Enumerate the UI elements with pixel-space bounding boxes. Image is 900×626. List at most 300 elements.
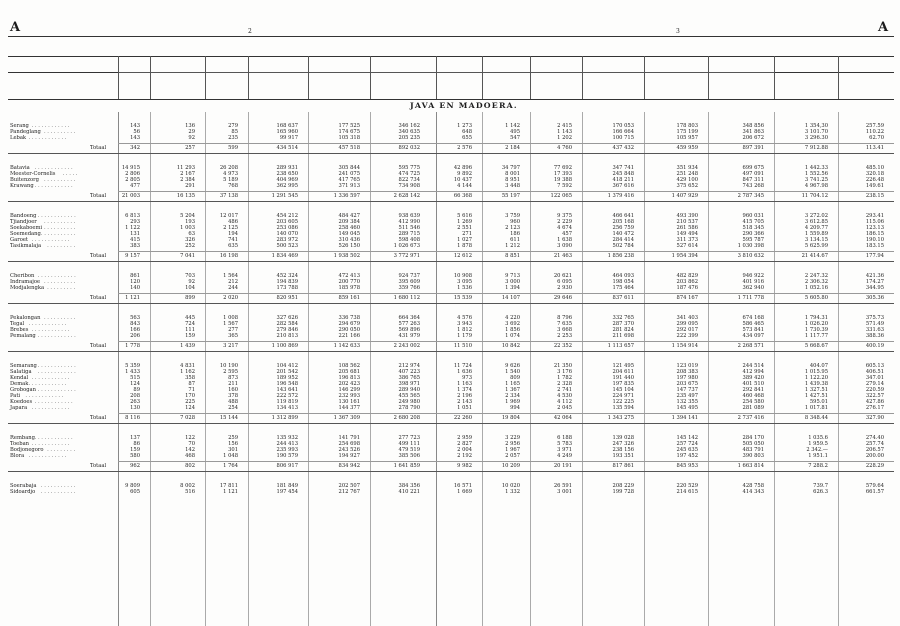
total-cell: 21 463 [553,253,572,259]
total-cell: 42 064 [553,415,572,421]
total-cell: 15 539 [453,295,472,301]
table-cell: 417 765 [338,177,360,183]
table-cell: 210 537 [676,219,698,225]
leader-dots: . . . . . . . . . . . . [31,405,70,411]
table-cell: 177 525 [338,123,360,129]
table-cell: 365 [228,333,238,339]
table-cell: 367 616 [612,183,634,189]
table-cell: 1 427.51 [804,393,828,399]
region-name: Cheribon [10,273,35,279]
column-rule [308,56,309,99]
table-cell: 1 967 [505,447,520,453]
table-cell: 3 692 [505,321,520,327]
leader-dots: . . . . . . . . . . [44,129,76,135]
table-cell: 124 [130,381,140,387]
table-cell: 292 017 [676,327,698,333]
table-cell: 220.59 [865,387,884,393]
table-cell: 1 559.89 [804,231,828,237]
table-cell: 105 318 [338,135,360,141]
table-cell: 431 979 [398,333,420,339]
table-cell: 1 669 [457,489,472,495]
table-cell: 140 472 [612,231,634,237]
total-cell: 1 312 899 [271,415,298,421]
table-cell: 346 162 [398,123,420,129]
total-cell: 2 184 [505,145,520,151]
table-cell: 1 117.77 [804,333,828,339]
table-cell: 1 142 [505,123,520,129]
table-cell: 1 026 673 [393,243,420,249]
column-rule [482,56,483,99]
table-cell: 251 248 [676,171,698,177]
table-cell: 626.3 [813,489,828,495]
table-cell: 201 542 [276,369,298,375]
table-cell: 108 562 [338,363,360,369]
table-cell: 77 692 [553,165,572,171]
region-name: Garoet [10,237,28,243]
table-cell: 143 [130,123,140,129]
table-cell: 378 [228,393,238,399]
total-cell: 817 861 [612,463,634,469]
group-rule [248,72,436,73]
total-cell: 2 628 142 [393,193,420,199]
table-cell: 135 594 [612,405,634,411]
table-cell: 348 856 [742,123,764,129]
table-cell: 278 790 [398,405,420,411]
table-cell: 222 399 [676,333,698,339]
table-cell: 19 388 [553,177,572,183]
table-cell: 2 956 [505,441,520,447]
leader-dots: . . . . . . . . . . [44,279,76,285]
table-cell: 11 293 [176,165,195,171]
total-label: Totaal [90,415,107,421]
table-cell: 674 168 [742,315,764,321]
table-cell: 238 650 [276,171,298,177]
total-cell: 2 737 416 [737,415,764,421]
table-title: JAVA EN MADOERA. [410,101,518,110]
table-cell: 203 605 [276,219,298,225]
region-name: Tegal [10,321,25,327]
total-cell: 238.15 [865,193,884,199]
table-cell: 822 734 [398,177,420,183]
table-cell: 200.00 [865,453,884,459]
total-cell: 437 432 [612,145,634,151]
table-cell: 89 [133,387,140,393]
table-cell: 595.01 [809,399,828,405]
total-label: Totaal [90,343,107,349]
total-cell: 14 107 [501,295,520,301]
table-cell: 332 765 [612,315,634,321]
table-cell: 605 [130,489,140,495]
table-cell: 257.59 [865,123,884,129]
total-cell: 1 121 [125,295,140,301]
total-cell: 11 510 [453,343,472,349]
table-cell: 2 167 [180,171,195,177]
table-cell: 159 [185,333,195,339]
table-cell: 175 199 [676,129,698,135]
table-cell: 208 383 [676,369,698,375]
column-rule [530,56,531,99]
table-cell: 390 803 [742,453,764,459]
table-cell: 635 [228,243,238,249]
leader-dots: . . . . . . . . . . [44,315,76,321]
table-cell: 1 008 [223,315,238,321]
total-cell: 2 787 345 [737,193,764,199]
table-cell: 347.01 [865,375,884,381]
table-cell: 362 995 [276,183,298,189]
table-cell: 359 766 [398,285,420,291]
table-cell: 401 916 [742,279,764,285]
table-cell: 3 943 [457,321,472,327]
table-cell: 455 565 [398,393,420,399]
region-name: Semarang [10,363,37,369]
table-cell: 244 413 [276,441,298,447]
table-cell: 1 017.81 [804,405,828,411]
table-cell: 110.22 [865,129,884,135]
table-cell: 2 229 [557,219,572,225]
table-cell: 421.36 [865,273,884,279]
table-cell: 404 969 [276,177,298,183]
table-cell: 1 564 [223,273,238,279]
table-cell: 734 908 [398,183,420,189]
table-cell: 178 803 [676,123,698,129]
total-cell: 9 157 [125,253,140,259]
table-cell: 486 [228,219,238,225]
table-cell: 208 229 [612,483,634,489]
table-cell: 1 951.1 [808,453,828,459]
table-cell: 1 332 [505,489,520,495]
table-cell: 395 609 [398,279,420,285]
table-cell: 10 020 [501,483,520,489]
table-cell: 140 [130,285,140,291]
table-cell: 134 413 [276,405,298,411]
page-letter-right: A [878,20,889,35]
leader-dots: . . . . . . . . . . . . [31,327,70,333]
table-cell: 254 580 [742,399,764,405]
table-cell: 1 143 [557,129,572,135]
table-cell: 137 [130,435,140,441]
leader-dots: . . . . . . . . . . . . [31,237,70,243]
table-cell: 14 915 [121,165,140,171]
table-cell: 279 [228,123,238,129]
total-cell: 1 834 469 [271,253,298,259]
table-cell: 310 436 [338,237,360,243]
table-cell: 960 [510,219,520,225]
table-cell: 3 101.70 [804,129,828,135]
leader-dots: . . . . . . . . . . . . [31,123,70,129]
table-cell: 9 626 [505,363,520,369]
table-cell: 259 [228,435,238,441]
table-cell: 847 311 [742,177,764,183]
table-cell: 245 635 [676,447,698,453]
table-cell: 445 [185,315,195,321]
table-cell: 466 641 [612,213,634,219]
table-cell: 474 725 [398,171,420,177]
table-cell: 5 783 [557,441,572,447]
table-cell: 527 614 [676,243,698,249]
table-cell: 655 [462,135,472,141]
table-cell: 336 738 [338,315,360,321]
table-cell: 10 437 [453,177,472,183]
table-cell: 204 611 [612,369,634,375]
table-cell: 210 813 [276,333,298,339]
table-cell: 205 168 [612,219,634,225]
table-cell: 235 993 [276,447,298,453]
table-cell: 573 841 [742,327,764,333]
table-cell: 1 273 [457,123,472,129]
total-cell: 1 100 869 [271,343,298,349]
table-cell: 253 086 [276,225,298,231]
total-cell: 874 167 [676,295,698,301]
table-cell: 131 [130,231,140,237]
region-name: Pati [10,393,21,399]
table-cell: 454 212 [276,213,298,219]
total-cell: 899 [185,295,195,301]
total-label: Totaal [90,463,107,469]
total-cell: 2 020 [223,295,238,301]
table-cell: 414 343 [742,489,764,495]
total-cell: 257 [185,145,195,151]
table-cell: 1 636 [457,369,472,375]
table-cell: 222 572 [276,393,298,399]
table-cell: 8 002 [180,483,195,489]
table-cell: 477 [130,183,140,189]
table-cell: 415 [130,237,140,243]
table-cell: 145 495 [676,405,698,411]
section-rule [8,303,894,304]
table-cell: 2 805 [125,177,140,183]
table-cell: 1 567 [223,321,238,327]
table-cell: 9 713 [505,273,520,279]
table-cell: 768 [228,183,238,189]
table-cell: 299 095 [676,321,698,327]
total-cell: 7 028 [180,415,195,421]
table-cell: 3 272.02 [804,213,828,219]
table-cell: 120 [130,279,140,285]
table-cell: 452 324 [276,273,298,279]
region-name: Soerabaja [10,483,37,489]
table-cell: 699 675 [742,165,764,171]
table-cell: 2 253 [557,333,572,339]
table-cell: 142 [185,447,195,453]
leader-dots: . . . . . . . . . . [44,219,76,225]
total-cell: 2 268 571 [737,343,764,349]
total-cell: 5 668.67 [804,343,828,349]
table-cell: 85 [231,129,238,135]
table-cell: 3 759 [505,213,520,219]
region-name: Koedoes [10,399,33,405]
table-cell: 4 967.98 [804,183,828,189]
table-cell: 197 835 [612,381,634,387]
table-cell: 500 523 [276,243,298,249]
total-label: Totaal [90,145,107,151]
table-cell: 595 775 [398,165,420,171]
page-letter-left: A [10,20,21,35]
table-cell: 170 [185,393,195,399]
column-rule [436,56,437,99]
table-cell: 320.18 [865,171,884,177]
total-cell: 342 [130,145,140,151]
table-cell: 1 327.51 [804,387,828,393]
leader-dots: . . . . . . . . . [47,447,76,453]
table-cell: 488 [228,399,238,405]
table-cell: 347 741 [612,165,634,171]
total-cell: 802 [185,463,195,469]
table-cell: 1 121 [223,489,238,495]
table-cell: 243 526 [338,447,360,453]
table-cell: 206 [130,333,140,339]
table-cell: 994 [510,405,520,411]
table-cell: 130 161 [338,399,360,405]
table-cell: 254 698 [338,441,360,447]
total-cell: 9 982 [457,463,472,469]
table-cell: 232 993 [338,393,360,399]
table-cell: 3 090 [557,243,572,249]
table-cell: 404.07 [809,363,828,369]
table-cell: 375 652 [676,183,698,189]
table-cell: 17 393 [553,171,572,177]
total-cell: 1 663 814 [737,463,764,469]
leader-dots: . . . . . . . . . . . . [34,435,73,441]
table-cell: 518 345 [742,225,764,231]
header-rule [8,99,894,100]
total-cell: 1 641 859 [393,463,420,469]
table-cell: 386 765 [398,375,420,381]
total-cell: 892 032 [398,145,420,151]
region-name: Serang [10,123,29,129]
table-cell: 185 978 [338,285,360,291]
table-cell: 4 112 [557,399,572,405]
region-name: Grobogan [10,387,36,393]
region-name: Sidoardjo [10,489,36,495]
table-cell: 495 [510,129,520,135]
region-name: Toeban [10,441,30,447]
table-cell: 187 476 [676,285,698,291]
table-cell: 212 [228,279,238,285]
column-rule [708,56,709,99]
table-cell: 605.13 [865,363,884,369]
table-cell: 190.10 [865,237,884,243]
table-cell: 664 364 [398,315,420,321]
table-cell: 140 070 [276,231,298,237]
table-cell: 2 125 [223,225,238,231]
region-name: Pemalang [10,333,36,339]
table-cell: 20 621 [553,273,572,279]
total-cell: 5 605.80 [804,295,828,301]
total-cell: 1 142 633 [333,343,360,349]
table-cell: 235 497 [676,393,698,399]
leader-dots: . . . . . . . . . . . . [34,165,73,171]
table-cell: 205 235 [398,135,420,141]
table-cell: 42 896 [453,165,472,171]
table-cell: 122 225 [612,399,634,405]
table-cell: 173 788 [276,285,298,291]
table-cell: 2 415 [557,123,572,129]
table-cell: 147 737 [676,387,698,393]
table-cell: 197 980 [676,375,698,381]
column-rule [118,56,119,99]
total-cell: 122 065 [550,193,572,199]
table-cell: 479 519 [398,447,420,453]
table-cell: 166 664 [612,129,634,135]
table-cell: 212 767 [338,489,360,495]
table-cell: 284 414 [612,237,634,243]
table-cell: 485.10 [865,165,884,171]
total-cell: 1 954 394 [671,253,698,259]
table-cell: 341 403 [676,315,698,321]
region-name: Blora [10,453,25,459]
region-name: Buitenzorg [10,177,39,183]
table-cell: 92 [188,279,195,285]
table-cell: 410 221 [398,489,420,495]
table-cell: 401 510 [742,381,764,387]
region-name: Indramajoe [10,279,41,285]
total-rule [118,251,894,252]
table-cell: 1 969 [505,399,520,405]
leader-dots: . . . . . . . . . . [44,225,76,231]
table-cell: 63 [188,231,195,237]
table-cell: 460 468 [742,393,764,399]
table-cell: 1 212 [505,243,520,249]
table-cell: 290 366 [742,231,764,237]
table-cell: 256 759 [612,225,634,231]
table-cell: 1 439.38 [804,381,828,387]
table-cell: 122 [185,435,195,441]
table-cell: 375.73 [865,315,884,321]
table-cell: 3 000 [505,279,520,285]
table-cell: 1 163 [457,381,472,387]
table-cell: 1 027 [457,237,472,243]
region-name: Japara [10,405,28,411]
table-cell: 7 635 [557,321,572,327]
table-cell: 3 668 [557,327,572,333]
total-cell: 1 938 502 [333,253,360,259]
total-cell: 3 217 [223,343,238,349]
group-rule [582,72,774,73]
section-rule [8,261,894,262]
table-cell: 159 [130,447,140,453]
region-name: Modjalengka [10,285,45,291]
table-cell: 3 229 [505,435,520,441]
table-cell: 1 638 [557,237,572,243]
table-cell: 291 [185,183,195,189]
table-cell: 197 454 [276,489,298,495]
table-cell: 9 892 [457,171,472,177]
region-name: Tjiandjoer [10,219,37,225]
region-name: Rembang [10,435,35,441]
total-cell: 19 804 [501,415,520,421]
total-cell: 21 414.67 [801,253,828,259]
total-cell: 7 041 [180,253,195,259]
table-cell: 197 452 [676,453,698,459]
table-cell: 739.7 [813,483,828,489]
table-cell: 741 [228,237,238,243]
table-cell: 277 [228,327,238,333]
table-cell: 86 [133,441,140,447]
total-cell: 1 439 [180,343,195,349]
table-cell: 415 705 [742,219,764,225]
table-cell: 289 931 [276,165,298,171]
table-cell: 203 675 [676,381,698,387]
table-cell: 924 737 [398,273,420,279]
region-name: Demak [10,381,29,387]
table-cell: 293.41 [865,213,884,219]
total-cell: 3 810 632 [737,253,764,259]
total-cell: 834 942 [338,463,360,469]
total-cell: 113.41 [865,145,884,151]
table-cell: 149.61 [865,183,884,189]
table-cell: 873 [228,375,238,381]
total-cell: 10 209 [501,463,520,469]
